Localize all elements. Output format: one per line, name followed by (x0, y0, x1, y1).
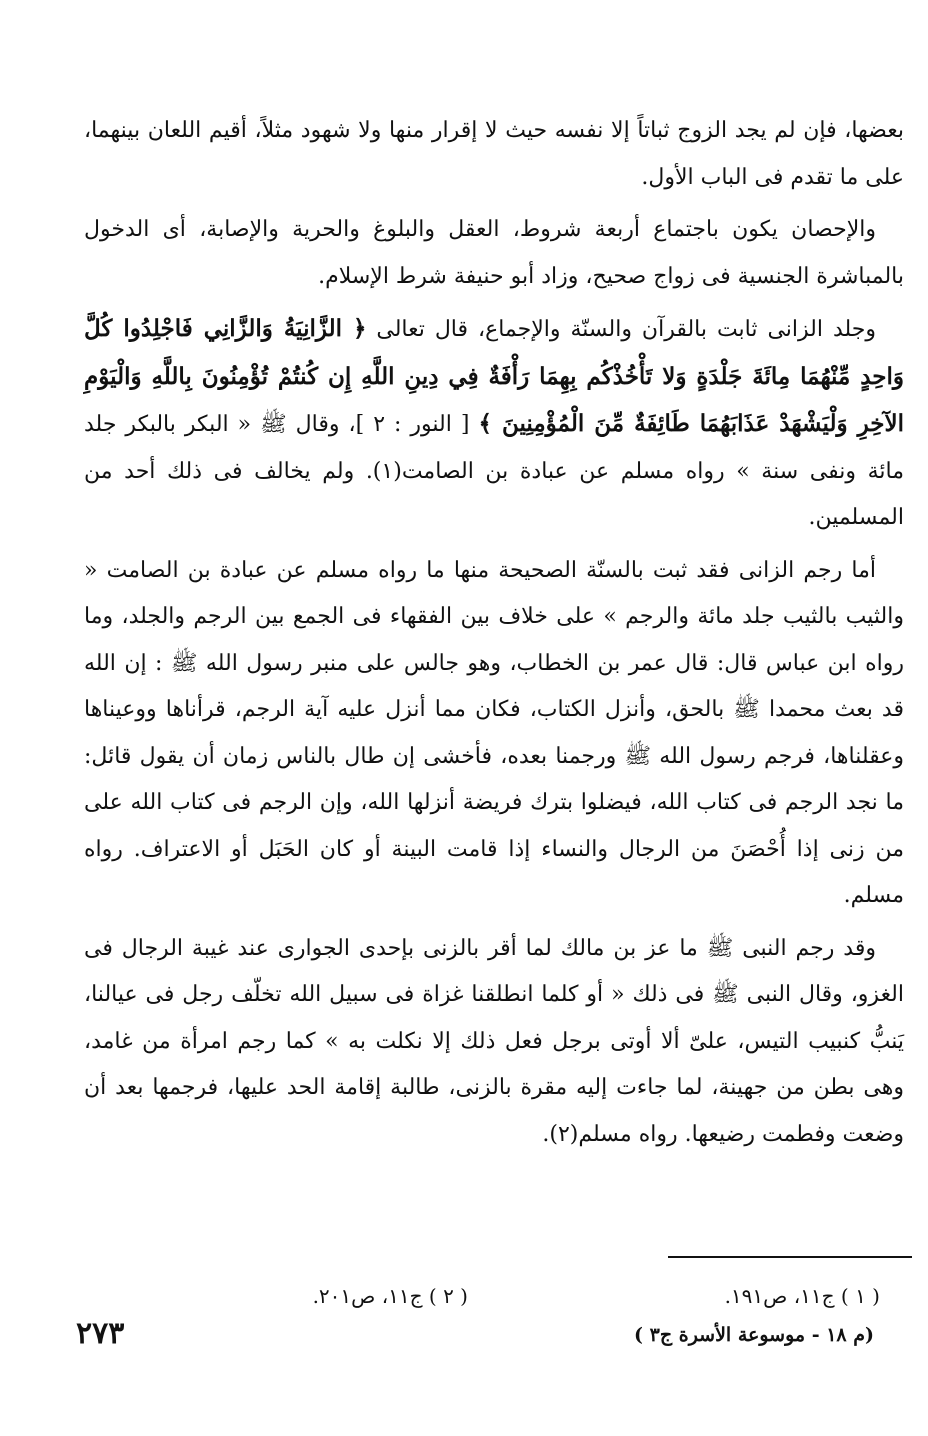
page-number: ٢٧٣ (76, 1316, 125, 1351)
paragraph-4: أما رجم الزانى فقد ثبت بالسنّة الصحيحة منها ما رواه مسلم عن عبادة بن الصامت « والثيب بالثيب جلد مائة والرجم » على خلاف بين الفقهاء فى الجمع بين الرجم والجلد، وما رواه ابن عباس قال: قال عمر بن الخطاب، وهو جالس على منبر رسول الله ﷺ : إن الله قد بعث محمدا ﷺ بالحق، وأنزل الكتاب، فكان مما أنزل عليه آية الرجم، قرأناها ووعيناها وعقلناها، فرجم رسول الله ﷺ ورجمنا بعده، فأخشى إن طال بالناس زمان أن يقول قائل: ما نجد الرجم فى كتاب الله، فيضلوا بترك فريضة أنزلها الله، وإن الرجم فى كتاب الله على من زنى إذا أُحْصَنَ من الرجال والنساء إذا قامت البينة أو كان الحَبَل أو الاعتراف. رواه مسلم. (84, 557, 904, 908)
paragraph-5: وقد رجم النبى ﷺ ما عز بن مالك لما أقر بالزنى بإحدى الجوارى عند غيبة الرجال فى الغزو، وقال النبى ﷺ فى ذلك « أو كلما انطلقنا غزاة فى سبيل الله تخلّف رجل فى عيالنا، يَنبُّ كنبيب التيس، علىّ ألا أوتى برجل فعل ذلك إلا نكلت به » كما رجم امرأة من غامد، وهى بطن من جهينة، لما جاءت إليه مقرة بالزنى، طالبة إقامة الحد عليها، فرجمها بعد أن وضعت وفطمت رضيعها. رواه مسلم(٢). (84, 935, 904, 1147)
footnote-1: ( ١ ) ج١١، ص١٩١. (724, 1284, 880, 1308)
paragraph-1: بعضها، فإن لم يجد الزوج ثباتاً إلا نفسه حيث لا إقرار منها ولا شهود مثلاً، أقيم اللعان بينهما، على ما تقدم فى الباب الأول. (84, 118, 904, 190)
footnote-divider (668, 1256, 912, 1258)
footnote-2: ( ٢ ) ج١١، ص٢٠١. (312, 1284, 468, 1308)
paragraph-3-intro: وجلد الزانى ثابت بالقرآن والسنّة والإجماع، قال تعالى (366, 317, 876, 342)
quran-verse: ﴿ الزَّانِيَةُ وَالزَّانِي فَاجْلِدُوا كُلَّ وَاحِدٍ مِّنْهُمَا مِائَةَ جَلْدَةٍ وَلا تَأْخُذْكُم بِهِمَا رَأْفَةٌ فِي دِينِ اللَّهِ إِن كُنتُمْ تُؤْمِنُونَ بِاللَّهِ وَالْيَوْمِ الآخِرِ وَلْيَشْهَدْ عَذَابَهُمَا طَائِفَةٌ مِّنَ الْمُؤْمِنِينَ ﴾ (84, 315, 904, 437)
main-text (84, 108, 904, 1158)
paragraph-3 (84, 306, 904, 542)
paragraph-2: والإحصان يكون باجتماع أربعة شروط، العقل والبلوغ والحرية والإصابة، أى الدخول بالمباشرة الجنسية فى زواج صحيح، وزاد أبو حنيفة شرط الإسلام. (84, 217, 904, 289)
paragraph-3-continuation: [ النور : ٢ ]، وقال ﷺ « البكر بالبكر جلد مائة ونفى سنة » رواه مسلم عن عبادة بن الصامت(١). ولم يخالف فى ذلك أحد من المسلمين. (84, 412, 904, 530)
printer-signature: (م ١٨ - موسوعة الأسرة ج٣ ) (634, 1324, 874, 1346)
